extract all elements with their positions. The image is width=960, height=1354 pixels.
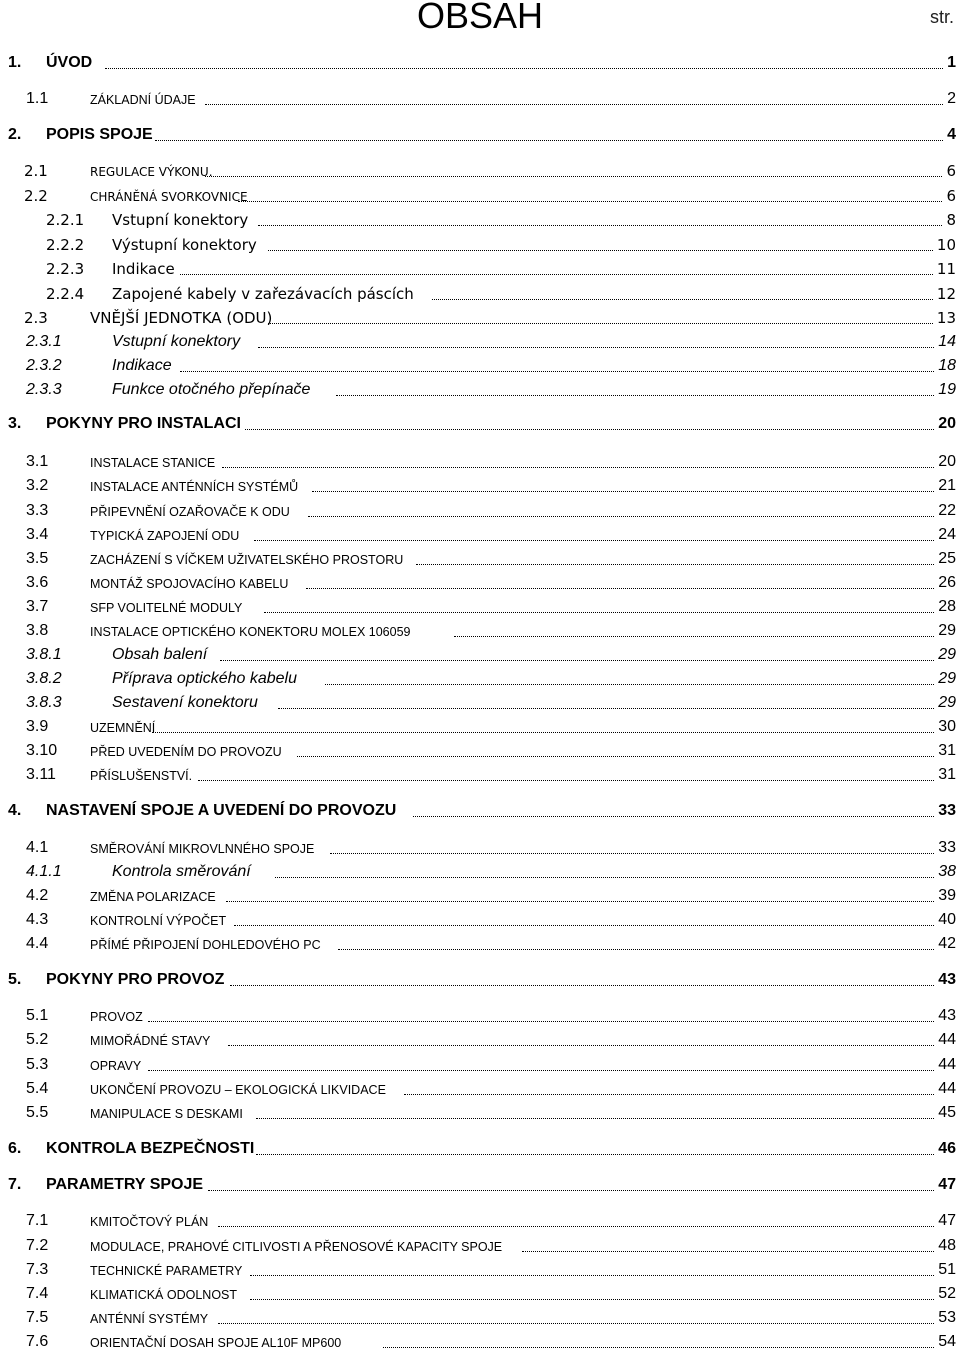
toc-entry[interactable]	[0, 283, 960, 305]
toc-entry-number: 3.11	[26, 766, 56, 783]
toc-entry[interactable]	[0, 1102, 960, 1124]
toc-entry[interactable]	[0, 258, 960, 280]
toc-entry-title[interactable]: ANTÉNNÍ SYSTÉMY	[90, 1312, 209, 1326]
toc-entry-page: 20	[938, 415, 956, 432]
toc-entry-number: 6.	[8, 1140, 22, 1157]
toc-leader-dots	[308, 516, 934, 517]
toc-entry[interactable]	[0, 1029, 960, 1051]
toc-entry-page: 47	[938, 1212, 956, 1229]
toc-entry[interactable]	[0, 475, 960, 497]
toc-entry-title[interactable]: Zapojené kabely v zařezávacích páscích	[112, 285, 414, 303]
toc-entry-page: 40	[938, 911, 956, 928]
toc-entry-page: 48	[938, 1237, 956, 1254]
toc-entry[interactable]	[0, 1307, 960, 1329]
toc-entry-title[interactable]: SMĚROVÁNÍ MIKROVLNNÉHO SPOJE	[90, 842, 315, 856]
toc-entry-title[interactable]: TECHNICKÉ PARAMETRY	[90, 1264, 243, 1278]
toc-entry-page: 46	[938, 1140, 956, 1157]
toc-entry-title[interactable]: Sestavení konektoru	[112, 694, 258, 711]
toc-entry-title[interactable]: PŘIPEVNĚNÍ OZAŘOVAČE K ODU	[90, 505, 290, 519]
toc-entry-title[interactable]: POKYNY PRO INSTALACI	[46, 415, 241, 432]
toc-leader-dots	[306, 588, 934, 589]
toc-entry-page: 33	[938, 839, 956, 856]
toc-entry[interactable]	[0, 209, 960, 231]
toc-entry-title[interactable]: POKYNY PRO PROVOZ	[46, 971, 225, 988]
toc-entry-title[interactable]: ORIENTAČNÍ DOSAH SPOJE AL10F MP600	[90, 1336, 342, 1350]
toc-leader-dots	[413, 816, 934, 817]
toc-entry-title[interactable]: Příprava optického kabelu	[112, 670, 297, 687]
toc-entry-number: 3.8	[26, 622, 49, 639]
toc-entry-number: 2.1	[24, 162, 48, 180]
toc-entry[interactable]	[0, 413, 960, 435]
toc-entry[interactable]	[0, 124, 960, 146]
toc-entry-title[interactable]: Vstupní konektory	[112, 211, 249, 229]
toc-entry[interactable]	[0, 1078, 960, 1100]
toc-leader-dots	[250, 1299, 934, 1300]
toc-entry-title[interactable]: ZMĚNA POLARIZACE	[90, 890, 216, 904]
toc-entry[interactable]	[0, 764, 960, 786]
toc-entry-title[interactable]: Funkce otočného přepínače	[112, 381, 311, 398]
document-title: OBSAH	[416, 0, 544, 36]
toc-leader-dots	[258, 225, 942, 226]
toc-entry-page: 24	[938, 526, 956, 543]
toc-entry-number: 7.1	[26, 1212, 49, 1229]
toc-entry[interactable]	[0, 596, 960, 618]
toc-leader-dots	[404, 1094, 934, 1095]
toc-entry-title[interactable]: POPIS SPOJE	[46, 126, 153, 143]
toc-entry[interactable]	[0, 355, 960, 377]
toc-entry-page: 44	[938, 1031, 956, 1048]
toc-leader-dots	[258, 347, 934, 348]
toc-entry-title[interactable]: Vstupní konektory	[112, 333, 241, 350]
toc-entry-number: 2.3.2	[26, 357, 62, 374]
toc-entry-title[interactable]: INSTALACE OPTICKÉHO KONEKTORU MOLEX 106059	[90, 625, 411, 639]
toc-entry[interactable]	[0, 52, 960, 74]
toc-entry-number: 1.1	[26, 90, 49, 107]
toc-leader-dots	[256, 1118, 934, 1119]
toc-entry-number: 3.7	[26, 598, 49, 615]
toc-entry[interactable]	[0, 524, 960, 546]
toc-entry-title[interactable]: KONTROLNÍ VÝPOČET	[90, 914, 227, 928]
toc-entry[interactable]	[0, 620, 960, 642]
toc-entry-title[interactable]: PŘÍMÉ PŘIPOJENÍ DOHLEDOVÉHO PC	[90, 938, 321, 952]
toc-entry-title[interactable]: ZACHÁZENÍ S VÍČKEM UŽIVATELSKÉHO PROSTORU	[90, 553, 404, 567]
toc-entry-number: 2.2.3	[46, 260, 85, 278]
toc-entry-page: 14	[938, 333, 956, 350]
toc-leader-dots	[297, 756, 934, 757]
toc-entry-page: 2	[947, 90, 956, 107]
toc-entry-title[interactable]: PROVOZ	[90, 1010, 143, 1024]
toc-entry-number: 2.	[8, 126, 22, 143]
toc-entry-title[interactable]: TYPICKÁ ZAPOJENÍ ODU	[90, 529, 240, 543]
toc-leader-dots	[238, 201, 942, 202]
toc-leader-dots	[338, 949, 934, 950]
toc-entry-title[interactable]: INSTALACE ANTÉNNÍCH SYSTÉMŮ	[90, 480, 299, 494]
toc-leader-dots	[234, 925, 934, 926]
toc-entry-title[interactable]: PARAMETRY SPOJE	[46, 1176, 204, 1193]
toc-entry-number: 5.1	[26, 1007, 49, 1024]
toc-entry-page: 39	[938, 887, 956, 904]
toc-entry-title[interactable]: NASTAVENÍ SPOJE A UVEDENÍ DO PROVOZU	[46, 802, 397, 819]
toc-entry-page: 47	[938, 1176, 956, 1193]
toc-entry-page: 29	[938, 646, 956, 663]
toc-entry-page: 6	[946, 162, 956, 180]
toc-entry-number: 3.8.3	[26, 694, 62, 711]
toc-leader-dots	[275, 877, 934, 878]
toc-entry[interactable]	[0, 740, 960, 762]
toc-entry-page: 42	[938, 935, 956, 952]
toc-entry-title[interactable]: KMITOČTOVÝ PLÁN	[90, 1215, 209, 1229]
toc-entry[interactable]	[0, 1235, 960, 1257]
toc-leader-dots	[148, 1070, 934, 1071]
toc-entry-title[interactable]: Indikace	[112, 260, 175, 278]
toc-entry[interactable]	[0, 969, 960, 991]
toc-entry-title[interactable]: Indikace	[112, 357, 172, 374]
toc-entry-page: 19	[938, 381, 956, 398]
toc-entry-number: 3.10	[26, 742, 58, 759]
toc-leader-dots	[278, 708, 934, 709]
toc-entry[interactable]	[0, 716, 960, 738]
toc-entry-title[interactable]: MONTÁŽ SPOJOVACÍHO KABELU	[90, 577, 289, 591]
toc-entry-title[interactable]: UKONČENÍ PROVOZU – EKOLOGICKÁ LIKVIDACE	[90, 1083, 386, 1097]
toc-entry-number: 4.1	[26, 839, 49, 856]
toc-entry[interactable]	[0, 185, 960, 207]
toc-entry-number: 4.1.1	[26, 863, 62, 880]
toc-leader-dots	[208, 1190, 934, 1191]
toc-entry[interactable]	[0, 88, 960, 110]
toc-entry-number: 2.2.2	[46, 236, 85, 254]
toc-entry-title[interactable]: ZÁKLADNÍ ÚDAJE	[90, 93, 196, 107]
toc-entry-page: 31	[938, 766, 956, 783]
toc-entry-number: 2.3	[24, 309, 48, 327]
toc-leader-dots	[336, 395, 934, 396]
toc-entry-page: 10	[936, 236, 956, 254]
toc-leader-dots	[256, 1154, 934, 1155]
toc-entry-title[interactable]: MODULACE, PRAHOVÉ CITLIVOSTI A PŘENOSOVÉ KAPACITY SPOJE	[90, 1240, 503, 1254]
toc-entry[interactable]	[0, 1259, 960, 1281]
toc-entry-page: 30	[938, 718, 956, 735]
toc-entry-page: 12	[936, 285, 956, 303]
toc-leader-dots	[432, 299, 933, 300]
toc-leader-dots	[245, 429, 934, 430]
toc-entry-number: 2.2.4	[46, 285, 85, 303]
toc-entry[interactable]	[0, 160, 960, 182]
toc-entry-number: 4.	[8, 802, 22, 819]
toc-entry-title[interactable]: PŘED UVEDENÍM DO PROVOZU	[90, 745, 282, 759]
toc-entry-number: 5.	[8, 971, 22, 988]
toc-leader-dots	[218, 1323, 934, 1324]
toc-leader-dots	[226, 901, 934, 902]
toc-entry[interactable]	[0, 500, 960, 522]
toc-entry-number: 7.2	[26, 1237, 49, 1254]
toc-entry-title[interactable]: MIMOŘÁDNÉ STAVY	[90, 1034, 211, 1048]
toc-entry-number: 3.2	[26, 477, 49, 494]
toc-entry-page: 53	[938, 1309, 956, 1326]
toc-entry-number: 7.4	[26, 1285, 49, 1302]
toc-entry-number: 2.2	[24, 187, 48, 205]
toc-entry[interactable]	[0, 1054, 960, 1076]
toc-entry-title[interactable]: Kontrola směrování	[112, 863, 251, 880]
toc-entry-number: 2.3.1	[26, 333, 62, 350]
toc-entry-number: 2.2.1	[46, 211, 85, 229]
toc-entry-page: 20	[938, 453, 956, 470]
toc-leader-dots	[205, 104, 943, 105]
toc-entry[interactable]	[0, 837, 960, 859]
toc-entry-page: 51	[938, 1261, 956, 1278]
toc-entry[interactable]	[0, 692, 960, 714]
toc-entry-page: 43	[938, 971, 956, 988]
toc-entry-number: 4.4	[26, 935, 49, 952]
toc-entry[interactable]	[0, 909, 960, 931]
toc-leader-dots	[268, 323, 933, 324]
toc-entry-title[interactable]: VNĚJŠÍ JEDNOTKA (ODU)	[90, 309, 273, 327]
toc-entry-page: 52	[938, 1285, 956, 1302]
toc-entry[interactable]	[0, 1283, 960, 1305]
toc-entry-page: 33	[938, 802, 956, 819]
toc-entry-number: 3.	[8, 415, 22, 432]
toc-entry-number: 3.4	[26, 526, 49, 543]
toc-entry-number: 7.6	[26, 1333, 49, 1350]
toc-entry-number: 5.4	[26, 1080, 49, 1097]
page-header	[0, 0, 960, 40]
toc-entry-page: 31	[938, 742, 956, 759]
toc-entry-page: 28	[938, 598, 956, 615]
toc-entry-page: 43	[938, 1007, 956, 1024]
toc-leader-dots	[254, 540, 934, 541]
toc-entry-page: 8	[946, 211, 956, 229]
toc-entry-number: 7.	[8, 1176, 22, 1193]
toc-leader-dots	[228, 1045, 934, 1046]
toc-entry-page: 1	[947, 54, 956, 71]
toc-entry-number: 3.8.2	[26, 670, 62, 687]
toc-leader-dots	[522, 1251, 934, 1252]
toc-entry-title[interactable]: UZEMNĚNÍ	[90, 721, 156, 735]
toc-entry-title[interactable]: MANIPULACE S DESKAMI	[90, 1107, 243, 1121]
toc-entry-number: 7.3	[26, 1261, 49, 1278]
toc-entry-number: 3.8.1	[26, 646, 62, 663]
toc-entry-title[interactable]: Obsah balení	[112, 646, 208, 663]
toc-entry[interactable]	[0, 234, 960, 256]
toc-leader-dots	[105, 68, 943, 69]
toc-entry-title[interactable]: CHRÁNĚNÁ SVORKOVNICE	[90, 190, 248, 204]
toc-entry[interactable]	[0, 1138, 960, 1160]
toc-entry-number: 3.1	[26, 453, 49, 470]
toc-leader-dots	[268, 250, 933, 251]
toc-entry[interactable]	[0, 644, 960, 666]
toc-leader-dots	[330, 853, 934, 854]
toc-entry-number: 3.5	[26, 550, 49, 567]
toc-entry[interactable]	[0, 1174, 960, 1196]
toc-leader-dots	[152, 732, 934, 733]
toc-entry-title[interactable]: KLIMATICKÁ ODOLNOST	[90, 1288, 238, 1302]
toc-entry[interactable]	[0, 933, 960, 955]
toc-entry[interactable]	[0, 1005, 960, 1027]
toc-leader-dots	[325, 684, 934, 685]
toc-entry-page: 22	[938, 502, 956, 519]
toc-leader-dots	[250, 1275, 934, 1276]
toc-leader-dots	[148, 1021, 934, 1022]
toc-entry-page: 29	[938, 694, 956, 711]
toc-leader-dots	[205, 176, 942, 177]
toc-entry-number: 7.5	[26, 1309, 49, 1326]
toc-entry-page: 38	[938, 863, 956, 880]
toc-entry-number: 3.6	[26, 574, 49, 591]
toc-entry-page: 6	[946, 187, 956, 205]
toc-entry-title[interactable]: SFP VOLITELNÉ MODULY	[90, 601, 243, 615]
toc-entry-page: 13	[936, 309, 956, 327]
toc-entry-title[interactable]: ÚVOD	[46, 54, 93, 71]
toc-leader-dots	[198, 780, 934, 781]
toc-leader-dots	[180, 274, 933, 275]
toc-entry-page: 45	[938, 1104, 956, 1121]
toc-leader-dots	[312, 491, 934, 492]
toc-entry[interactable]	[0, 1331, 960, 1353]
toc-entry-title[interactable]: OPRAVY	[90, 1059, 142, 1073]
toc-leader-dots	[454, 636, 934, 637]
toc-entry[interactable]	[0, 379, 960, 401]
toc-entry[interactable]	[0, 885, 960, 907]
toc-entry-page: 44	[938, 1056, 956, 1073]
toc-entry-number: 5.2	[26, 1031, 49, 1048]
toc-entry-title[interactable]: KONTROLA BEZPEČNOSTI	[46, 1140, 255, 1157]
toc-entry-number: 2.3.3	[26, 381, 62, 398]
toc-entry-title[interactable]: INSTALACE STANICE	[90, 456, 216, 470]
toc-entry-page: 18	[938, 357, 956, 374]
toc-entry-page: 11	[936, 260, 956, 278]
toc-entry-page: 26	[938, 574, 956, 591]
toc-entry[interactable]	[0, 1210, 960, 1232]
toc-entry-title[interactable]: PŘÍSLUŠENSTVÍ.	[90, 769, 193, 783]
toc-entry[interactable]	[0, 307, 960, 329]
toc-entry[interactable]	[0, 861, 960, 883]
toc-leader-dots	[264, 612, 934, 613]
toc-entry-number: 4.3	[26, 911, 49, 928]
toc-leader-dots	[383, 1347, 934, 1348]
page-column-label: str.	[929, 7, 954, 27]
toc-entry-number: 1.	[8, 54, 22, 71]
toc-leader-dots	[222, 467, 934, 468]
toc-leader-dots	[155, 140, 943, 141]
toc-entry-title[interactable]: REGULACE VÝKONU.	[90, 165, 213, 179]
toc-entry[interactable]	[0, 572, 960, 594]
toc-entry-page: 29	[938, 622, 956, 639]
toc-entry-number: 3.3	[26, 502, 49, 519]
toc-leader-dots	[220, 660, 934, 661]
toc-entry[interactable]	[0, 451, 960, 473]
toc-entry-number: 5.3	[26, 1056, 49, 1073]
toc-entry[interactable]	[0, 548, 960, 570]
toc-leader-dots	[416, 564, 934, 565]
toc-entry[interactable]	[0, 331, 960, 353]
toc-entry-page: 44	[938, 1080, 956, 1097]
toc-entry[interactable]	[0, 800, 960, 822]
toc-entry-page: 4	[947, 126, 956, 143]
toc-entry-page: 54	[938, 1333, 956, 1350]
toc-leader-dots	[180, 371, 934, 372]
toc-entry-number: 4.2	[26, 887, 49, 904]
toc-leader-dots	[230, 985, 934, 986]
toc-entry-page: 25	[938, 550, 956, 567]
toc-entry-title[interactable]: Výstupní konektory	[112, 236, 257, 254]
toc-leader-dots	[218, 1226, 934, 1227]
toc-entry[interactable]	[0, 668, 960, 690]
toc-entry-page: 21	[938, 477, 956, 494]
toc-entry-number: 3.9	[26, 718, 49, 735]
toc-entry-number: 5.5	[26, 1104, 49, 1121]
toc-entry-page: 29	[938, 670, 956, 687]
